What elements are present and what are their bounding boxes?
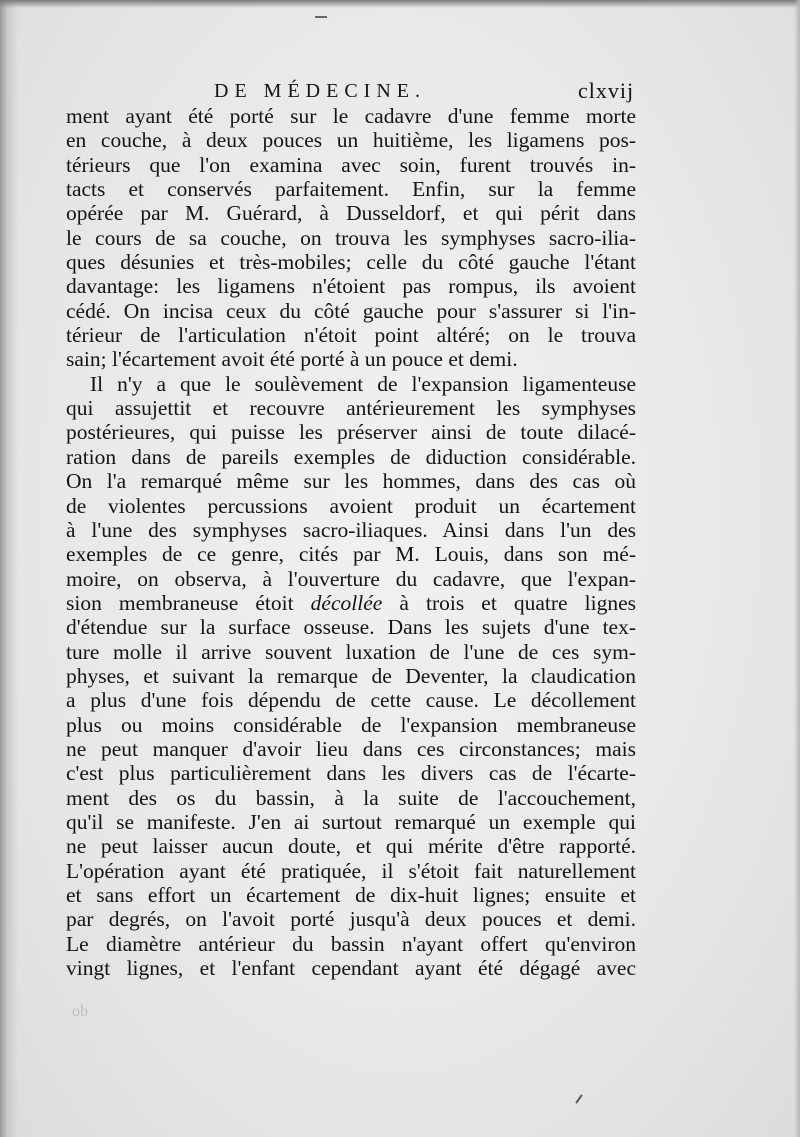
text-line: qui assujettit et recouvre antérieurement les symphyses <box>66 396 636 421</box>
text-line: et sans effort un écartement de dix-huit lignes; ensuite et <box>66 883 636 907</box>
text-line: a plus d'une fois dépendu de cette cause. Le décollement <box>66 688 636 713</box>
text-line: térieur de l'articulation n'étoit point altéré; on le trouva <box>66 323 636 348</box>
text-segment: sion membraneuse étoit <box>66 590 311 615</box>
binding-shadow <box>0 0 18 1137</box>
text-line: par degrés, on l'avoit porté jusqu'à deux pouces et demi. <box>66 907 636 932</box>
text-line: tacts et conservés parfaitement. Enfin, sur la femme <box>66 177 636 202</box>
text-line: térieurs que l'on examina avec soin, furent trouvés in- <box>66 152 636 177</box>
pen-mark <box>575 1094 582 1103</box>
running-title: DE MÉDECINE. <box>214 80 426 102</box>
text-line: physes, et suivant la remarque de Deventer, la claudication <box>66 663 636 688</box>
text-line: ment des os du bassin, à la suite de l'accouchement, <box>66 785 636 810</box>
text-line: ment ayant été porté sur le cadavre d'une femme morte <box>66 104 636 128</box>
text-line: moire, on observa, à l'ouverture du cadavre, que l'expan- <box>66 566 636 591</box>
top-edge-shadow <box>0 0 800 8</box>
text-line: Le diamètre antérieur du bassin n'ayant offert qu'environ <box>66 931 636 956</box>
show-through-ink: ob <box>72 1003 88 1020</box>
text-line: davantage: les ligamens n'étoient pas rompus, ils avoient <box>66 274 636 299</box>
text-line: le cours de sa couche, on trouva les symphyses sacro-ilia- <box>66 225 636 250</box>
text-line: exemples de ce genre, cités par M. Louis, dans son mé- <box>66 542 636 567</box>
text-line: opérée par M. Guérard, à Dusseldorf, et qui périt dans <box>66 201 636 226</box>
text-line: ne peut laisser aucun doute, et qui mérite d'être rapporté. <box>66 834 636 859</box>
text-line: à l'une des symphyses sacro-iliaques. Ainsi dans l'un des <box>66 517 636 542</box>
right-edge-shadow <box>794 0 800 1137</box>
text-line: vingt lignes, et l'enfant cependant ayant été dégagé avec <box>66 956 636 981</box>
text-line: L'opération ayant été pratiquée, il s'étoit fait naturellement <box>66 858 636 883</box>
text-line: ration dans de pareils exemples de diduction considérable. <box>66 444 636 469</box>
text-line: postérieures, qui puisse les préserver ainsi de toute dilacé- <box>66 420 636 445</box>
text-line <box>66 591 636 615</box>
text-line: Il n'y a que le soulèvement de l'expansion ligamenteuse <box>90 371 636 396</box>
text-segment: à trois et quatre lignes <box>382 590 637 615</box>
italic-word: décollée <box>310 590 383 615</box>
text-line: ques désunies et très-mobiles; celle du côté gauche l'étant <box>66 250 636 275</box>
printer-mark <box>315 16 327 18</box>
text-line: c'est plus particulièrement dans les divers cas de l'écarte- <box>66 761 636 786</box>
text-line: ne peut manquer d'avoir lieu dans ces circonstances; mais <box>66 736 636 761</box>
text-line: d'étendue sur la surface osseuse. Dans les sujets d'une tex- <box>66 615 636 640</box>
text-line: ture molle il arrive souvent luxation de l'une de ces sym- <box>66 639 636 664</box>
page-number: clxvij <box>578 78 635 103</box>
body-text <box>66 104 636 980</box>
text-line: en couche, à deux pouces un huitième, les ligamens pos- <box>66 128 636 153</box>
text-line: qu'il se manifeste. J'en ai surtout remarqué un exemple qui <box>66 809 636 834</box>
text-line: cédé. On incisa ceux du côté gauche pour s'assurer si l'in- <box>66 298 636 323</box>
text-line: de violentes percussions avoient produit un écartement <box>66 493 636 518</box>
text-line: sain; l'écartement avoit été porté à un pouce et demi. <box>66 347 518 372</box>
text-line: On l'a remarqué même sur les hommes, dans des cas où <box>66 469 636 494</box>
text-line: plus ou moins considérable de l'expansion membraneuse <box>66 712 636 737</box>
